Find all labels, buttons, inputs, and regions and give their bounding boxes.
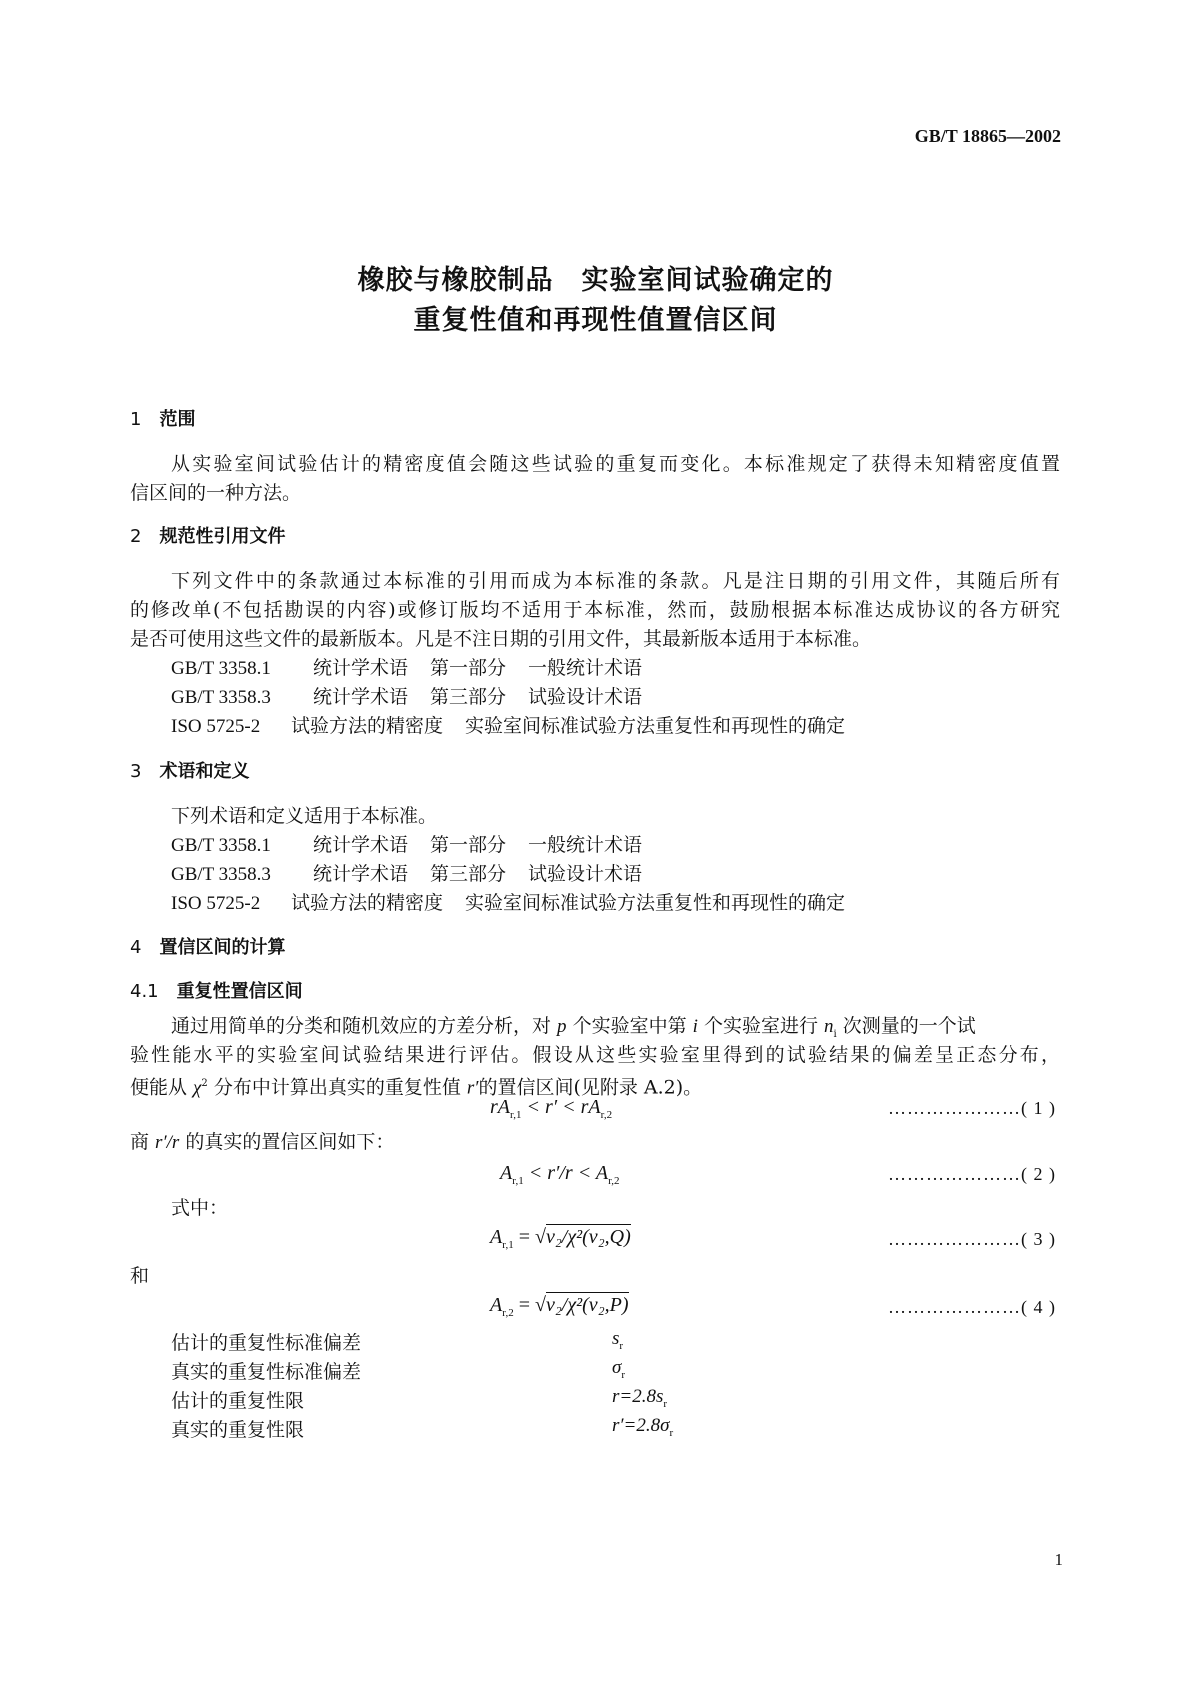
standard-number: GB/T 18865—2002 [914, 126, 1061, 146]
s2-line: 下列文件中的条款通过本标准的引用而成为本标准的条款。凡是注日期的引用文件，其随后所有 [171, 570, 1060, 592]
s4-line: 验性能水平的实验室间试验结果进行评估。假设从这些实验室里得到的试验结果的偏差呈正态分布， [130, 1044, 1060, 1066]
quotient-intro: 商 r′/r 的真实的置信区间如下： [130, 1131, 395, 1153]
equation-3: $A_{r,1} = √\nu_2/\chi^2(\nu_2,Q)$ [490, 1226, 631, 1251]
section-3-heading: 3 术语和定义 [130, 761, 250, 782]
definition-symbol: $s_r$ [612, 1328, 624, 1352]
term-reference-item: ISO 5725-2 试验方法的精密度 实验室间标准试验方法重复性和再现性的确定 [171, 892, 846, 914]
equation-1: $rA_{r,1} < r' < rA_{r,2}$ [490, 1096, 613, 1121]
equation-4: $A_{r,2} = √\nu_2/\chi^2(\nu_2,P)$ [490, 1294, 629, 1319]
equation-2: $A_{r,1} < r'/r < A_{r,2}$ [500, 1162, 620, 1187]
section-4-1-heading: 4.1 重复性置信区间 [130, 981, 303, 1002]
reference-item: GB/T 3358.1 统计学术语 第一部分 一般统计术语 [171, 657, 643, 679]
doc-title-line2: 重复性值和再现性值置信区间 [413, 305, 778, 336]
equation-3-number: …………………( 3 ) [888, 1229, 1056, 1249]
s2-line: 是否可使用这些文件的最新版本。凡是不注日期的引用文件，其最新版本适用于本标准。 [130, 628, 872, 650]
section-1-heading: 1 范围 [130, 409, 196, 430]
section-4-heading: 4 置信区间的计算 [130, 937, 286, 958]
doc-title-line1: 橡胶与橡胶制品 实验室间试验确定的 [357, 265, 834, 296]
s3-intro: 下列术语和定义适用于本标准。 [171, 805, 438, 827]
s1-line: 从实验室间试验估计的精密度值会随这些试验的重复而变化。本标准规定了获得未知精密度值置 [171, 453, 1060, 475]
definition-symbol: $\sigma_r$ [612, 1357, 626, 1381]
definition-label: 估计的重复性限 [171, 1390, 305, 1412]
equation-1-number: …………………( 1 ) [888, 1098, 1056, 1118]
s4-line: 便能从 $\chi^2$ 分布中计算出真实的重复性值 r′的置信区间(见附录 A.2)。 [130, 1076, 703, 1099]
s1-line: 信区间的一种方法。 [130, 482, 302, 504]
reference-item: GB/T 3358.3 统计学术语 第三部分 试验设计术语 [171, 686, 643, 708]
term-reference-item: GB/T 3358.1 统计学术语 第一部分 一般统计术语 [171, 834, 643, 856]
where-label: 式中： [171, 1197, 229, 1219]
definition-symbol: $r'=2.8\sigma_r$ [612, 1415, 674, 1439]
definition-label: 真实的重复性限 [171, 1419, 305, 1441]
definition-symbol: $r=2.8s_r$ [612, 1386, 668, 1410]
s4-line: 通过用简单的分类和随机效应的方差分析，对 p 个实验室中第 i 个实验室进行 $n_i$ 次测量的一个试 [171, 1015, 976, 1040]
term-reference-item: GB/T 3358.3 统计学术语 第三部分 试验设计术语 [171, 863, 643, 885]
reference-item: ISO 5725-2 试验方法的精密度 实验室间标准试验方法重复性和再现性的确定 [171, 715, 846, 737]
and-label: 和 [130, 1265, 150, 1287]
definition-label: 真实的重复性标准偏差 [171, 1361, 362, 1383]
definition-label: 估计的重复性标准偏差 [171, 1332, 362, 1354]
equation-4-number: …………………( 4 ) [888, 1297, 1056, 1317]
equation-2-number: …………………( 2 ) [888, 1164, 1056, 1184]
section-2-heading: 2 规范性引用文件 [130, 526, 286, 547]
page-number: 1 [1054, 1550, 1063, 1569]
s2-line: 的修改单(不包括勘误的内容)或修订版均不适用于本标准，然而，鼓励根据本标准达成协议的各方研究 [130, 599, 1060, 621]
